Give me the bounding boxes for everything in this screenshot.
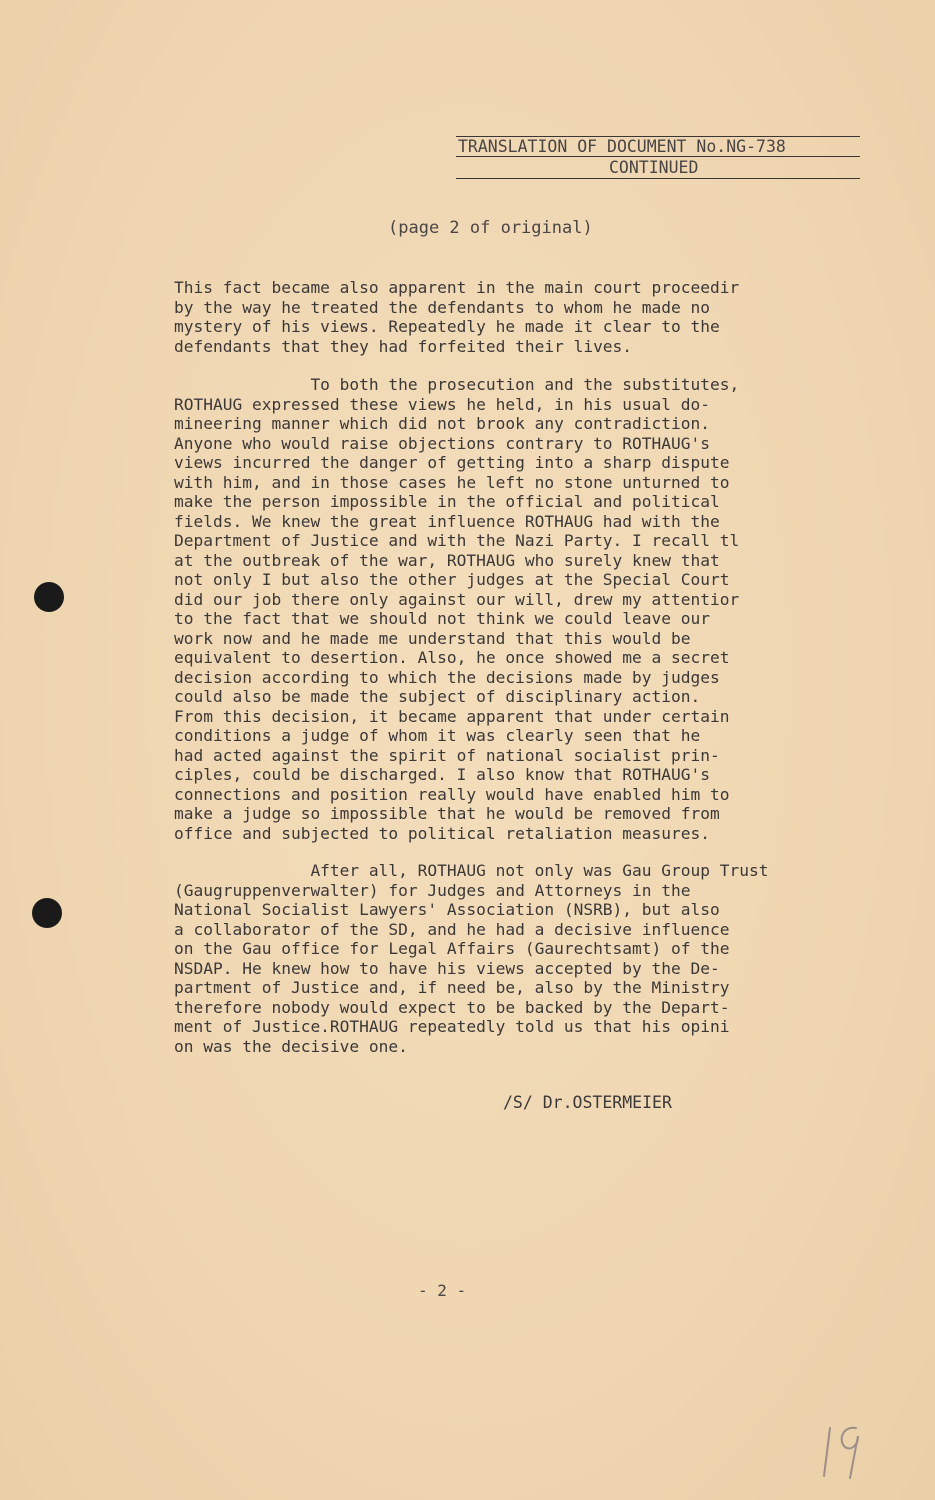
handwritten-page-mark	[820, 1420, 870, 1480]
page-number: - 2 -	[418, 1281, 467, 1300]
paragraph-2: To both the prosecution and the substitutes, ROTHAUG expressed these views he held, in his usual do- mineering manner which did not brook any contradiction. Anyone who would raise objections contrary to ROTHAUG's views incurred the danger of getting into a sharp dispute with him, and in those cases he left no stone unturned to make the person impossible in the official and political fields. We knew the great influence ROTHAUG had with the Department of Justice and with the Nazi Party. I recall tl at the outbreak of the war, ROTHAUG who surely knew that not only I but also the other judges at the Special Court did our job there only against our will, drew my attentior to the fact that we should not think we could leave our work now and he made me understand that this would be equivalent to desertion. Also, he once showed me a secret decision according to which the decisions made by judges could also be made the subject of disciplinary action. From this decision, it became apparent that under certain conditions a judge of whom it was clearly seen that he had acted against the spirit of national socialist prin- ciples, could be discharged. I also know that ROTHAUG's connections and position really would have enabled him to make a judge so impossible that he would be removed from office and subjected to political retaliation measures.	[174, 375, 740, 843]
signature: /S/ Dr.OSTERMEIER	[503, 1093, 672, 1112]
punch-hole-bottom	[32, 898, 62, 928]
header-title: TRANSLATION OF DOCUMENT No.NG-738	[456, 136, 860, 157]
document-header	[456, 136, 860, 179]
page-reference: (page 2 of original)	[388, 218, 593, 238]
header-subtitle: CONTINUED	[456, 157, 860, 179]
paragraph-3: After all, ROTHAUG not only was Gau Group Trust (Gaugruppenverwalter) for Judges and Attorneys in the National Socialist Lawyers' Association (NSRB), but also a collaborator of the SD, and he had a decisive influence on the Gau office for Legal Affairs (Gaurechtsamt) of the NSDAP. He knew how to have his views accepted by the De- partment of Justice and, if need be, also by the Ministry therefore nobody would expect to be backed by the Depart- ment of Justice.ROTHAUG repeatedly told us that his opini on was the decisive one.	[174, 861, 769, 1056]
paragraph-1: This fact became also apparent in the main court proceedir by the way he treated the defendants to whom he made no mystery of his views. Repeatedly he made it clear to the defendants that they had forfeited their lives.	[174, 278, 740, 356]
punch-hole-top	[34, 582, 64, 612]
